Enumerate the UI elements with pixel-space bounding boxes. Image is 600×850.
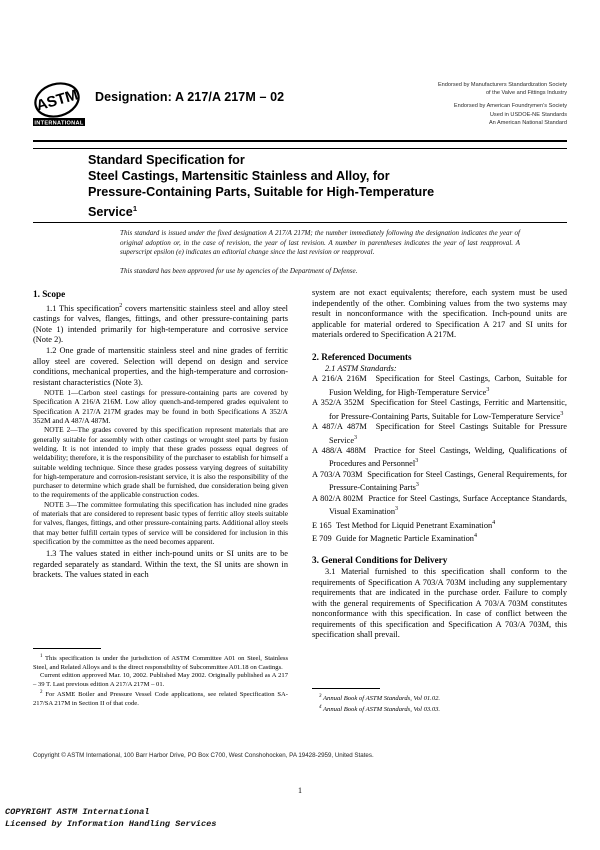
footnote-3 (312, 693, 567, 704)
reference-text: Specification for Steel Castings, Ferritic and Martensitic, for Pressure-Containing Parts, Suitable for Low-Temperature Service (329, 398, 568, 421)
footnote-1-text: This specification is under the jurisdiction of ASTM Committee A01 on Steel, Stainless Steel, and Related Alloys and is the direct responsibility of Subcommittee A01.18 on Castings. (33, 655, 289, 671)
reference-id: A 487/A 487M (312, 422, 367, 432)
paragraph-1-3-right: system are not exact equivalents; therefore, each system must be used independently of the other. Combining values from the two systems may result in nonconformance with the specification. Inch-pound units are applicable for material ordered to Specification A 217 and SI units for materials ordered to Specification A 217M. (312, 288, 567, 340)
endorsement-block (317, 81, 567, 127)
footnote-2-text: For ASME Boiler and Pressure Vessel Code applications, see related Specification SA-217/SA 217M in Section II of that code. (33, 691, 288, 707)
astm-logo (33, 78, 85, 128)
issue-note-body: This standard is issued under the fixed designation A 217/A 217M; the number immediately following the designation indicates the year of original adoption or, in the case of revision, the year of last revision. A number in parentheses indicates the year of last reapproval. A superscript epsilon (e) indicates an editorial change since the last revision or reapproval. (120, 229, 520, 257)
footnote-rule-right (312, 688, 380, 689)
page-number: 1 (298, 786, 302, 795)
footnote-3-text: Annual Book of ASTM Standards, Vol 01.02. (323, 695, 441, 703)
reference-text: Specification for Steel Castings, Carbon, Suitable for Fusion Welding, for High-Temperature Service (329, 374, 567, 397)
note-1-label: NOTE 1— (44, 388, 79, 398)
footnote-4-text: Annual Book of ASTM Standards, Vol 03.03. (323, 705, 441, 713)
right-column (312, 288, 567, 641)
paragraph-1-1-text-b: covers martensitic stainless steel and alloy steel castings for valves, flanges, fittings, and other pressure-containing parts (Note 1) intended primarily for high-temperature and corrosive service (Note 2). (33, 303, 288, 345)
footnote-3-marker: 3 (319, 694, 322, 699)
reference-footnote-marker: 3 (395, 506, 399, 513)
reference-id: A 488/A 488M (312, 445, 367, 455)
note-3-label: NOTE 3— (44, 499, 77, 509)
reference-id: A 352/A 352M (312, 398, 365, 408)
reference-id: A 216/A 216M (312, 374, 367, 384)
reference-text: Guide for Magnetic Particle Examination (335, 533, 474, 543)
footnote-1-marker: 1 (40, 654, 43, 659)
note-2-text: The grades covered by this specification represent materials that are generally suitable for assembly with other castings or wrought steel parts by fusion welding. It is not intended to imply that these grades possess equal degrees of weldability; therefore, it is the responsibility of the purchaser to establish for himself a suitable welding technique. Since these grades possess varying degrees of suitability for high-temperature and corrosion-resistant service, it is also the responsibility of the purchaser to determine which grade shall be furnished, due consideration being given to the requirements of the applicable construction codes. (33, 425, 288, 500)
paragraph-1-3-left: 1.3 The values stated in either inch-pound units or SI units are to be regarded separately as standard. Within the text, the SI units are shown in brackets. The values stated in each (33, 549, 288, 580)
reference-text: Practice for Steel Castings, Surface Acceptance Standards, Visual Examination (329, 493, 568, 516)
endorsement-line-2: of the Valve and Fittings Industry (485, 90, 567, 97)
reference-id: E 709 (312, 533, 332, 543)
reference-footnote-marker: 3 (415, 482, 419, 489)
issue-note-approved: This standard has been approved for use by agencies of the Department of Defense. (120, 266, 358, 275)
svg-text:ASTM: ASTM (34, 86, 80, 115)
title-line-3: Pressure-Containing Parts, Suitable for High-Temperature (88, 185, 435, 200)
reference-text: Practice for Steel Castings, Welding, Qualifications of Procedures and Personnel (329, 445, 568, 469)
issue-note (120, 229, 520, 276)
left-footnotes (33, 648, 288, 708)
reference-item (312, 422, 567, 446)
title-line-2: Steel Castings, Martensitic Stainless and Alloy, for (88, 169, 390, 184)
reference-id: A 802/A 802M (312, 493, 364, 503)
paragraph-3-1: 3.1 Material furnished to this specification shall conform to the requirements of Specification A 703/A 703M including any supplementary requirements that are indicated in the purchase order. Failure to comply with the general requirements of Specification A 703/A 703M constitutes nonconformance with this specification. In case of conflict between the requirements of this specification and Specification A 703/A 703M, this specification shall prevail. (312, 567, 567, 640)
header-rule-thick (33, 140, 567, 142)
header-rule-thin (33, 148, 567, 149)
footnote-4-marker: 4 (319, 704, 322, 710)
reference-id: A 703/A 703M (312, 469, 363, 479)
reference-footnote-marker: 4 (492, 519, 496, 526)
title-rule (33, 222, 567, 223)
footnote-2 (33, 689, 288, 708)
reference-id: E 165 (312, 520, 332, 530)
copyright-notice: Copyright © ASTM International, 100 Barr Harbor Drive, PO Box C700, West Conshohocken, PA 19428-2959, United States. (33, 752, 374, 759)
footnote-1 (33, 653, 288, 672)
license-line-1: COPYRIGHT ASTM International (5, 807, 150, 817)
footnote-rule-left (33, 648, 101, 649)
section-heading-scope: 1. Scope (33, 289, 66, 299)
reference-footnote-marker: 3 (560, 410, 564, 417)
footnote-4 (312, 704, 567, 715)
section-heading-general-conditions: 3. General Conditions for Delivery (312, 555, 448, 566)
reference-item (312, 470, 567, 494)
reference-item (312, 494, 567, 518)
endorsement-line-4: Used in USDOE-NE Standards (489, 111, 567, 118)
reference-footnote-marker: 4 (473, 532, 477, 539)
reference-item (312, 531, 567, 544)
reference-text: Specification for Steel Castings, General Requirements, for Pressure-Containing Parts (329, 469, 568, 493)
note-2-label: NOTE 2— (44, 425, 78, 435)
note-3 (33, 500, 288, 546)
license-stamp (5, 806, 216, 830)
subheading-astm-standards: 2.1 ASTM Standards: (325, 363, 397, 373)
reference-item (312, 374, 567, 398)
note-1 (33, 388, 288, 425)
paragraph-1-2: 1.2 One grade of martensitic stainless steel and nine grades of ferritic alloy steel are covered. Selection will depend on design and service conditions, mechanical properties, and the high-temperature and corrosion-resistant characteristics (Note 3). (33, 345, 288, 387)
reference-footnote-marker: 3 (354, 434, 358, 441)
footnote-edition: Current edition approved Mar. 10, 2002. Published May 2002. Originally published as A 217 – 39 T. Last previous edition A 217/A 217M – 01. (33, 672, 288, 688)
footnote-2-marker: 2 (40, 690, 43, 696)
reference-item (312, 398, 567, 422)
endorsement-line-1: Endorsed by Manufacturers Standardization Society (437, 82, 567, 88)
page-title (88, 152, 508, 220)
license-line-2: Licensed by Information Handling Services (5, 819, 217, 829)
paragraph-1-1-text-a: 1.1 This specification (46, 303, 120, 313)
reference-item (312, 518, 567, 531)
reference-footnote-marker: 3 (486, 386, 490, 393)
astm-logo-subtext: INTERNATIONAL (34, 120, 84, 127)
reference-item (312, 446, 567, 470)
right-footnotes (312, 688, 567, 714)
paragraph-1-1 (33, 301, 288, 346)
note-2 (33, 425, 288, 499)
designation-label: Designation: A 217/A 217M – 02 (95, 90, 285, 104)
reference-text: Test Method for Liquid Penetrant Examination (335, 520, 493, 530)
title-line-1: Standard Specification for (88, 153, 245, 167)
section-heading-referenced-documents: 2. Referenced Documents (312, 351, 412, 362)
title-line-4: Service (88, 204, 133, 219)
paragraph-1-1-footnote-marker: 2 (119, 303, 123, 309)
note-3-text: The committee formulating this specification has included nine grades of materials that are considered to represent basic types of ferritic alloy steels suitable for valves, flanges, fittings, and other pressure-containing parts. Additional alloy steels that may better fulfill certain types of service will be considered for inclusion in this specification by the committee as the need becomes apparent. (33, 499, 288, 546)
note-1-text: Carbon steel castings for pressure-containing parts are covered by Specification A 216/A 216M. Low alloy quench-and-tempered grades equivalent to Specification A 217/A 217M grades may be found in both Specifications A 352/A 352M and A 487/A 487M. (33, 388, 288, 426)
reference-text: Specification for Steel Castings Suitable for Pressure Service (329, 422, 567, 445)
left-column (33, 288, 288, 581)
endorsement-line-5: An American National Standard (488, 119, 567, 126)
reference-footnote-marker: 3 (415, 458, 419, 465)
endorsement-line-3: Endorsed by American Foundrymen’s Society (453, 103, 567, 110)
title-footnote-marker: 1 (132, 203, 138, 213)
page-header (33, 78, 567, 134)
